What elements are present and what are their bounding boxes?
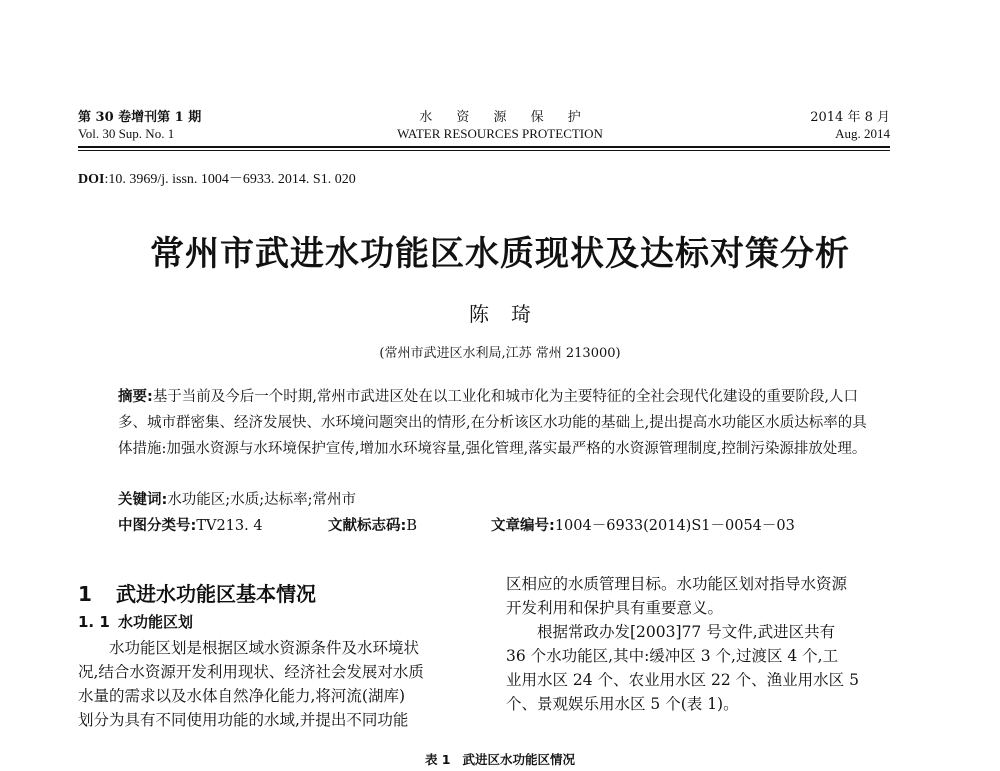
issue-date-cn: 2014 年 8 月: [810, 110, 890, 125]
header-rule-thick: [78, 146, 890, 148]
paper-author: 陈琦: [469, 302, 553, 326]
text-line: 划分为具有不同使用功能的水域,并提出不同功能: [78, 711, 409, 729]
article-number-label: 文章编号:: [491, 518, 555, 534]
article-number-value: 1004－6933(2014)S1－0054－03: [554, 518, 795, 534]
doi-label: DOI: [78, 172, 105, 187]
text-line: 水量的需求以及水体自然净化能力,将河流(湖库): [78, 687, 406, 705]
classification-line: [118, 514, 878, 535]
section-title: 武进水功能区基本情况: [116, 582, 316, 606]
issue-date-en: Aug. 2014: [835, 126, 890, 141]
text-line: 个、景观娱乐用水区 5 个(表 1)。: [506, 695, 739, 713]
subsection-number: 1. 1: [78, 613, 110, 631]
text-line: 区相应的水质管理目标。水功能区划对指导水资源: [506, 575, 848, 593]
clc-value: TV213. 4: [196, 518, 263, 534]
subsection-heading-1-1: [78, 611, 478, 632]
journal-volume-cn: 第 30 卷增刊第 1 期: [78, 110, 202, 125]
table-number: 表 1: [424, 752, 451, 767]
table-title: 武进区水功能区情况: [462, 752, 576, 767]
header-rule-thin: [78, 150, 890, 151]
journal-volume-en: Vol. 30 Sup. No. 1: [78, 126, 175, 141]
text-line: 况,结合水资源开发利用现状、经济社会发展对水质: [78, 663, 424, 681]
text-line: 36 个水功能区,其中:缓冲区 3 个,过渡区 4 个,工: [506, 647, 839, 665]
right-column-body: [506, 572, 901, 716]
section-number: 1: [78, 582, 92, 606]
author-affiliation: (常州市武进区水利局,江苏 常州 213000): [379, 346, 621, 361]
doc-code-value: B: [406, 518, 417, 534]
keywords-label: 关键词:: [118, 492, 168, 508]
text-line: 根据常政办发[2003]77 号文件,武进区共有: [537, 623, 836, 641]
keywords: [118, 488, 356, 509]
journal-name-en: WATER RESOURCES PROTECTION: [397, 126, 603, 141]
text-line: 业用水区 24 个、农业用水区 22 个、渔业用水区 5: [506, 671, 859, 689]
subsection-title: 水功能区划: [118, 613, 194, 631]
keywords-text: 水功能区;水质;达标率;常州市: [167, 492, 356, 508]
section-heading-1: [78, 578, 478, 607]
doi-line: [78, 168, 356, 188]
paper-title: 常州市武进水功能区水质现状及达标对策分析: [150, 234, 850, 274]
journal-name-cn: 水 资 源 保 护: [419, 110, 591, 125]
clc-label: 中图分类号:: [118, 518, 197, 534]
text-line: 水功能区划是根据区域水资源条件及水环境状: [109, 639, 420, 657]
abstract-text: 基于当前及今后一个时期,常州市武进区处在以工业化和城市化为主要特征的全社会现代化建设的重要阶段,人口多、城市群密集、经济发展快、水环境问题突出的情形,在分析该区水功能的基础上,提出提高水功能区水质达标率的具体措施:加强水资源与水环境保护宣传,增加水环境容量,强化管理,落实最严格的水资源管理制度,控制污染源排放处理。: [118, 389, 867, 457]
doc-code-label: 文献标志码:: [328, 518, 407, 534]
left-column-body: [78, 636, 478, 732]
abstract: [118, 384, 878, 462]
text-line: 开发利用和保护具有重要意义。: [506, 599, 724, 617]
table-caption: [0, 750, 1000, 768]
abstract-label: 摘要:: [118, 389, 153, 405]
doi-value: :10. 3969/j. issn. 1004－6933. 2014. S1. 020: [104, 172, 356, 187]
